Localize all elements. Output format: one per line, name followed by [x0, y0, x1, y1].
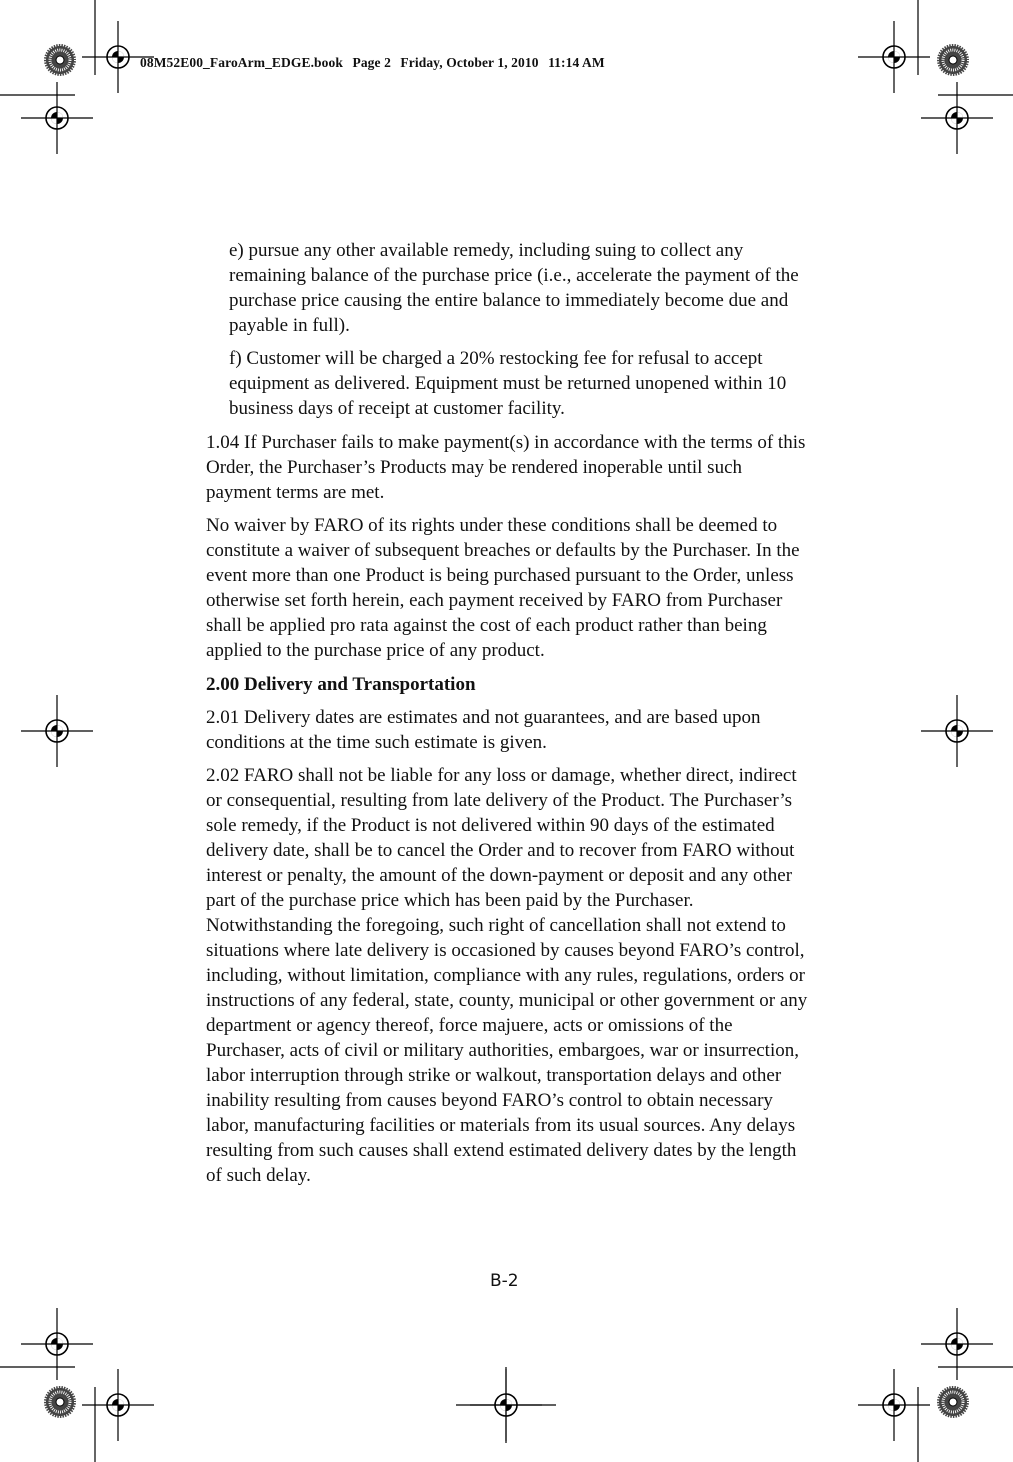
- color-target-icon: [937, 44, 969, 76]
- section-heading-2-00: [206, 672, 810, 697]
- section-title: Delivery and Transportation: [244, 673, 476, 695]
- registration-mark-icon: [21, 82, 93, 154]
- section-2-01: [206, 705, 810, 755]
- document-body: [206, 238, 810, 1197]
- print-slug: [140, 55, 605, 71]
- registration-mark-icon: [858, 1369, 930, 1441]
- registration-mark-icon: [21, 695, 93, 767]
- clause-e: e) pursue any other available remedy, including suing to collect any remaining balance of the purchase price (i.e., accelerate the payment of the purchase price causing the entire balance to immediately become due and payable in full).: [229, 240, 799, 336]
- color-target-icon: [44, 1386, 76, 1418]
- section-2-02: [206, 763, 810, 1188]
- registration-mark-icon: [921, 82, 993, 154]
- slug-date: Friday, October 1, 2010: [400, 55, 539, 70]
- registration-mark-icon: [921, 695, 993, 767]
- registration-mark-icon: [21, 1308, 93, 1380]
- registration-mark-icon: [858, 21, 930, 93]
- slug-filename: 08M52E00_FaroArm_EDGE.book: [140, 55, 343, 70]
- section-1-04: [206, 430, 810, 505]
- color-target-icon: [44, 44, 76, 76]
- section-text: Delivery dates are estimates and not guarantees, and are based upon conditions at the time such estimate is given.: [206, 706, 761, 753]
- section-text: If Purchaser fails to make payment(s) in accordance with the terms of this Order, the Purchaser’s Products may be rendered inoperable until such payment terms are met.: [206, 431, 806, 503]
- color-target-icon: [937, 1386, 969, 1418]
- clause-f: f) Customer will be charged a 20% restocking fee for refusal to accept equipment as delivered. Equipment must be returned unopened within 10 business days of receipt at customer facility.: [229, 348, 787, 420]
- section-number: 2.02: [206, 765, 240, 787]
- slug-time: 11:14 AM: [548, 55, 605, 70]
- page-number: B-2: [490, 1271, 519, 1291]
- waiver-paragraph: No waiver by FARO of its rights under these conditions shall be deemed to constitute a waiver of subsequent breaches or defaults by the Purchaser. In the event more than one Product is being purchased pursuant to the Order, unless otherwise set forth herein, each payment received by FARO from Purchaser shall be applied pro rata against the cost of each product rather than being applied to the purchase price of any product.: [206, 515, 800, 662]
- section-number: 1.04: [206, 431, 240, 453]
- section-text: FARO shall not be liable for any loss or damage, whether direct, indirect or consequential, resulting from late delivery of the Product. The Purchaser’s sole remedy, if the Product is not delivered within 90 days of the estimated delivery date, shall be to cancel the Order and to recover from FARO without interest or penalty, the amount of the down-payment or deposit and any other part of the purchase price which has been paid by the Purchaser. Notwithstanding the foregoing, such right of cancellation shall not extend to situations where late delivery is occasioned by causes beyond FARO’s control, including, without limitation, compliance with any rules, regulations, orders or instructions of any federal, state, county, municipal or other government or any department or agency thereof, force majuere, acts or omissions of the Purchaser, acts of civil or military authorities, embargoes, war or insurrection, labor interruption through strike or walkout, transportation delays and other inability resulting from causes beyond FARO’s control to obtain necessary labor, manufacturing facilities or materials from its usual sources. Any delays resulting from such causes shall extend estimated delivery dates by the length of such delay.: [206, 765, 808, 1187]
- section-number: 2.00: [206, 673, 240, 695]
- slug-page: Page 2: [352, 55, 391, 70]
- registration-mark-icon: [82, 1369, 154, 1441]
- registration-mark-icon: [921, 1308, 993, 1380]
- section-number: 2.01: [206, 706, 240, 728]
